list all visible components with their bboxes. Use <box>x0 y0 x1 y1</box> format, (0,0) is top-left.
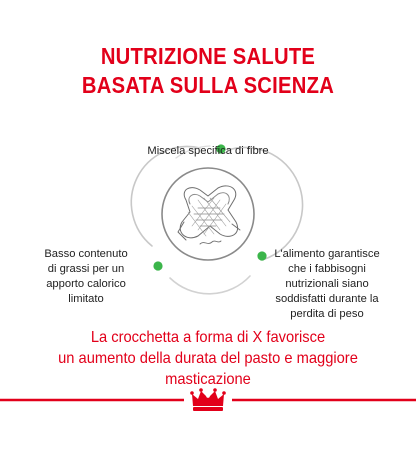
title-line-2: BASATA SULLA SCIENZA <box>81 72 335 98</box>
feature-fibre-blend: Miscela specifica di fibre <box>147 145 269 157</box>
royal-canin-crown-logo <box>190 388 226 411</box>
kibble-claim-line-2: un aumento della durata del pasto e maggiore masticazione <box>58 350 358 388</box>
ring-arc-bottom <box>170 276 250 294</box>
feature-dot-right <box>257 251 266 260</box>
x-shaped-kibble-sketch <box>178 186 240 244</box>
brand-footer-bar <box>0 386 416 416</box>
feature-low-fat: Basso contenuto di grassi per un apporto calorico limitato <box>44 248 128 305</box>
feature-nutritional-needs: L'alimento garantisce che i fabbisogni nutrizionali siano soddisfatti durante la perdita di peso <box>274 248 380 320</box>
kibble-claim <box>15 327 402 390</box>
ring-arc-top-right <box>228 147 303 260</box>
title-line-1: NUTRIZIONE SALUTE <box>100 43 316 69</box>
feature-dot-left <box>153 261 162 270</box>
kibble-claim-line-1: La crocchetta a forma di X favorisce <box>90 329 326 346</box>
